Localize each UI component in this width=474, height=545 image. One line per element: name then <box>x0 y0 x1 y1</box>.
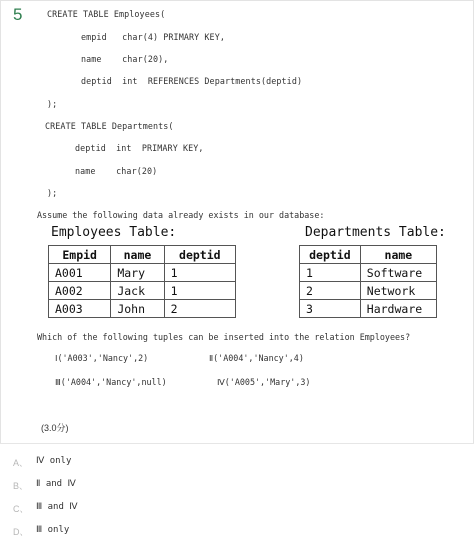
table-row <box>300 264 437 282</box>
option-b[interactable] <box>0 473 474 495</box>
employees-table-title: Employees Table: <box>51 225 177 240</box>
option-text: Ⅲ and Ⅳ <box>36 502 78 512</box>
tuple-2: Ⅱ('A004','Nancy',4) <box>209 353 304 363</box>
table-cell: 1 <box>300 264 361 282</box>
option-a[interactable] <box>0 450 474 472</box>
table-cell: Hardware <box>360 300 436 318</box>
option-c[interactable] <box>0 496 474 518</box>
sql-line: CREATE TABLE Employees( <box>47 9 166 19</box>
option-text: Ⅲ only <box>36 525 70 535</box>
table-row <box>300 282 437 300</box>
table-cell: Jack <box>111 282 164 300</box>
option-d[interactable] <box>0 519 474 541</box>
table-row <box>49 282 236 300</box>
assume-text: Assume the following data already exists in our database: <box>37 210 325 220</box>
departments-header-cell: name <box>360 246 436 264</box>
sql-line: name char(20), <box>81 54 169 64</box>
option-text: Ⅱ and Ⅳ <box>36 479 76 489</box>
sql-line: CREATE TABLE Departments( <box>45 121 174 131</box>
option-letter: D、 <box>13 527 29 537</box>
sql-line: ); <box>47 99 58 109</box>
departments-table <box>299 245 437 318</box>
which-text: Which of the following tuples can be inserted into the relation Employees? <box>37 332 411 342</box>
table-cell: 2 <box>164 300 235 318</box>
table-cell: Mary <box>111 264 164 282</box>
table-cell: 1 <box>164 264 235 282</box>
option-letter: B、 <box>13 481 29 491</box>
option-text: Ⅳ only <box>36 456 72 466</box>
table-cell: 1 <box>164 282 235 300</box>
option-letter: C、 <box>13 504 29 514</box>
sql-line: deptid int PRIMARY KEY, <box>75 143 204 153</box>
table-cell: A003 <box>49 300 111 318</box>
employees-table <box>48 245 236 318</box>
table-row <box>49 264 236 282</box>
departments-header-cell: deptid <box>300 246 361 264</box>
table-cell: A001 <box>49 264 111 282</box>
sql-line: deptid int REFERENCES Departments(deptid) <box>81 76 303 86</box>
tuple-1: Ⅰ('A003','Nancy',2) <box>55 353 149 363</box>
table-row <box>300 300 437 318</box>
table-cell: John <box>111 300 164 318</box>
table-cell: 2 <box>300 282 361 300</box>
sql-line: empid char(4) PRIMARY KEY, <box>81 32 225 42</box>
employees-header-cell: Empid <box>49 246 111 264</box>
tuple-4: Ⅳ('A005','Mary',3) <box>217 377 311 387</box>
table-row <box>49 300 236 318</box>
option-letter: A、 <box>13 458 29 468</box>
question-number: 5 <box>13 5 23 24</box>
employees-header-cell: name <box>111 246 164 264</box>
score-label: (3.0分) <box>41 423 69 433</box>
sql-line: ); <box>47 188 58 198</box>
table-cell: Software <box>360 264 436 282</box>
table-cell: A002 <box>49 282 111 300</box>
employees-header-cell: deptid <box>164 246 235 264</box>
table-cell: Network <box>360 282 436 300</box>
departments-table-title: Departments Table: <box>305 225 446 240</box>
sql-line: name char(20) <box>75 166 158 176</box>
divider <box>0 443 474 444</box>
tuple-3: Ⅲ('A004','Nancy',null) <box>55 377 167 387</box>
table-cell: 3 <box>300 300 361 318</box>
